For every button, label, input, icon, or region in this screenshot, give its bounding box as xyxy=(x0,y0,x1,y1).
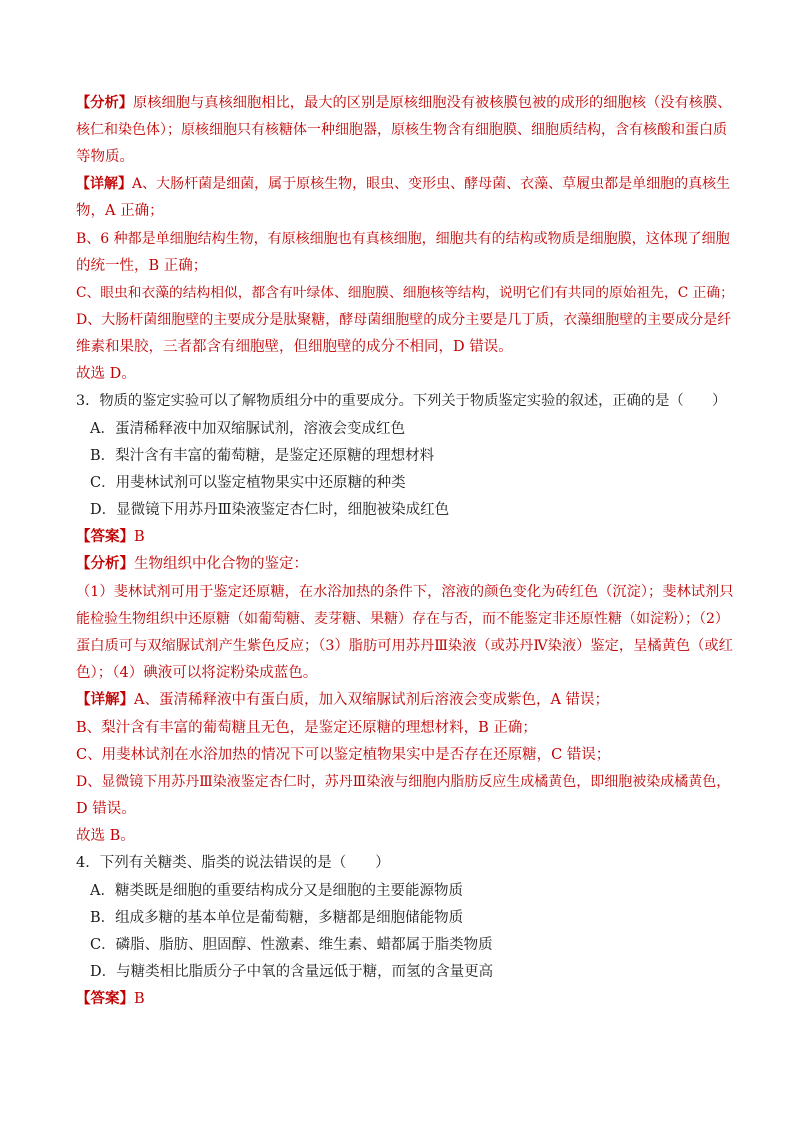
q3-analysis-line-1: 【分析】生物组织中化合物的鉴定： xyxy=(76,555,308,572)
q3-analysis-line-5: 色）；（4）碘液可以将淀粉染成蓝色。 xyxy=(76,665,318,681)
q4-option-d: D．与糖类相比脂质分子中氧的含量远低于糖，而氢的含量更高 xyxy=(90,964,494,980)
q3-detail-line-2: B、梨汁含有丰富的葡萄糖且无色，是鉴定还原糖的理想材料，B 正确； xyxy=(76,720,537,736)
q2-detail-line-3: B、6 种都是单细胞结构生物，有原核细胞也有真核细胞，细胞共有的结构或物质是细胞膜，这体现了细胞 xyxy=(76,231,730,247)
q3-analysis-line-4: 蛋白质可与双缩脲试剂产生紫色反应；（3）脂肪可用苏丹Ⅲ染液（或苏丹Ⅳ染液）鉴定，呈橘黄色（或红 xyxy=(76,638,733,654)
detail-tag: 【详解】 xyxy=(76,176,132,192)
q2-detail-line-4: 的统一性，B 正确； xyxy=(76,258,208,274)
q4-answer: 【答案】B xyxy=(76,990,145,1007)
q2-detail-line-7: 维素和果胶，三者都含有细胞壁，但细胞壁的成分不相同，D 错误。 xyxy=(76,339,513,355)
q3-option-a: A．蛋清稀释液中加双缩脲试剂，溶液会变成红色 xyxy=(90,421,405,437)
q2-conclusion: 故选 D。 xyxy=(76,366,136,382)
analysis-tag: 【分析】 xyxy=(76,95,134,111)
q3-detail-line-4: D、显微镜下用苏丹Ⅲ染液鉴定杏仁时，苏丹Ⅲ染液与细胞内脂肪反应生成橘黄色，即细胞被染成橘黄色， xyxy=(76,774,731,790)
q3-option-d: D．显微镜下用苏丹Ⅲ染液鉴定杏仁时，细胞被染成红色 xyxy=(90,502,450,518)
q2-detail-line-1: 【详解】A、大肠杆菌是细菌，属于原核生物，眼虫、变形虫、酵母菌、衣藻、草履虫都是单细胞的真核生 xyxy=(76,176,731,192)
q2-analysis-line-3: 等物质。 xyxy=(76,149,134,165)
q4-stem: 4．下列有关糖类、脂类的说法错误的是（ ） xyxy=(76,855,390,871)
q3-stem: 3．物质的鉴定实验可以了解物质组分中的重要成分。下列关于物质鉴定实验的叙述，正确的是（ ） xyxy=(76,393,727,409)
answer-value: B xyxy=(134,529,145,545)
answer-tag: 【答案】 xyxy=(76,528,134,545)
q3-analysis-line-2: （1）斐林试剂可用于鉴定还原糖，在水浴加热的条件下，溶液的颜色变化为砖红色（沉淀）；斐林试剂只 xyxy=(76,584,734,600)
q3-option-c: C．用斐林试剂可以鉴定植物果实中还原糖的种类 xyxy=(90,475,406,491)
q2-analysis-line-1: 【分析】原核细胞与真核细胞相比，最大的区别是原核细胞没有被核膜包被的成形的细胞核（没有核膜、 xyxy=(76,95,732,111)
q2-detail-line-6: D、大肠杆菌细胞壁的主要成分是肽聚糖，酵母菌细胞壁的成分主要是几丁质，衣藻细胞壁的主要成分是纤 xyxy=(76,312,732,328)
q3-analysis-line-3: 能检验生物组织中还原糖（如葡萄糖、麦芽糖、果糖）存在与否，而不能鉴定非还原性糖（如淀粉）；（2） xyxy=(76,611,729,627)
q2-analysis-line-2: 核仁和染色体）；原核细胞只有核糖体一种细胞器，原核生物含有细胞膜、细胞质结构，含有核酸和蛋白质 xyxy=(76,122,727,138)
q2-detail-line-5: C、眼虫和衣藻的结构相似，都含有叶绿体、细胞膜、细胞核等结构，说明它们有共同的原始祖先，C 正确； xyxy=(76,285,734,301)
q3-conclusion: 故选 B。 xyxy=(76,828,135,844)
q3-detail-line-5: D 错误。 xyxy=(76,801,136,817)
q3-answer xyxy=(76,527,145,547)
q4-option-c: C．磷脂、脂肪、胆固醇、性激素、维生素、蜡都属于脂类物质 xyxy=(90,937,493,953)
q2-detail-line-2: 物，A 正确； xyxy=(76,203,164,219)
q4-option-b: B．组成多糖的基本单位是葡萄糖，多糖都是细胞储能物质 xyxy=(90,910,464,926)
q3-option-b: B．梨汁含有丰富的葡萄糖，是鉴定还原糖的理想材料 xyxy=(90,448,435,464)
q3-detail-line-1: 【详解】A、蛋清稀释液中有蛋白质，加入双缩脲试剂后溶液会变成紫色，A 错误； xyxy=(76,691,610,708)
q4-option-a: A．糖类既是细胞的重要结构成分又是细胞的主要能源物质 xyxy=(90,883,463,899)
q3-detail-line-3: C、用斐林试剂在水浴加热的情况下可以鉴定植物果实中是否存在还原糖，C 错误； xyxy=(76,747,611,763)
